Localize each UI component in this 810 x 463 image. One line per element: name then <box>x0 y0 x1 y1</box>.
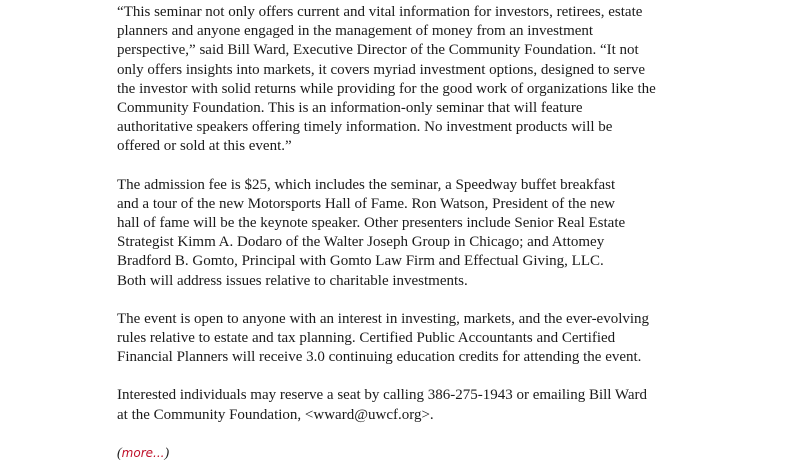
paragraph-admission <box>117 176 807 291</box>
paragraph-event-info <box>117 310 807 368</box>
text-line: the investor with solid returns while providing for the good work of organizations like the <box>117 80 656 97</box>
paragraph-reservation <box>117 386 807 424</box>
text-line: Financial Planners will receive 3.0 continuing education credits for attending the event. <box>117 349 642 366</box>
text-line: planners and anyone engaged in the management of money from an investment <box>117 23 594 40</box>
more-link[interactable]: more... <box>121 445 165 460</box>
text-line: Bradford B. Gomto, Principal with Gomto Law Firm and Effectual Giving, LLC. <box>117 253 604 270</box>
text-line: authoritative speakers offering timely information. No investment products will be <box>117 119 613 136</box>
text-line: offered or sold at this event.” <box>117 138 292 155</box>
text-line: Strategist Kimm A. Dodaro of the Walter Joseph Group in Chicago; and Attomey <box>117 234 605 251</box>
text-line: at the Community Foundation, <wward@uwcf.org>. <box>117 406 434 423</box>
text-line: The admission fee is $25, which includes the seminar, a Speedway buffet breakfast <box>117 176 616 193</box>
text-line: and a tour of the new Motorsports Hall of Fame. Ron Watson, President of the new <box>117 195 616 212</box>
text-line: “This seminar not only offers current and vital information for investors, retirees, estate <box>117 4 643 20</box>
text-line: hall of fame will be the keynote speaker. Other presenters include Senior Real Estate <box>117 215 626 232</box>
text-line: The event is open to anyone with an interest in investing, markets, and the ever-evolving <box>117 310 650 327</box>
open-paren: ( <box>117 445 122 461</box>
more-link-container <box>117 444 807 463</box>
text-line: rules relative to estate and tax planning. Certified Public Accountants and Certified <box>117 330 616 347</box>
paragraph-quote <box>117 3 807 157</box>
text-line: Community Foundation. This is an information-only seminar that will feature <box>117 100 583 117</box>
text-line: Both will address issues relative to charitable investments. <box>117 272 468 289</box>
text-line: only offers insights into markets, it covers myriad investment options, designed to serve <box>117 61 645 78</box>
text-line: Interested individuals may reserve a seat by calling 386-275-1943 or emailing Bill Ward <box>117 387 648 404</box>
article-body <box>117 3 807 463</box>
close-paren: ) <box>164 445 170 461</box>
text-line: perspective,” said Bill Ward, Executive Director of the Community Foundation. “It not <box>117 42 639 59</box>
